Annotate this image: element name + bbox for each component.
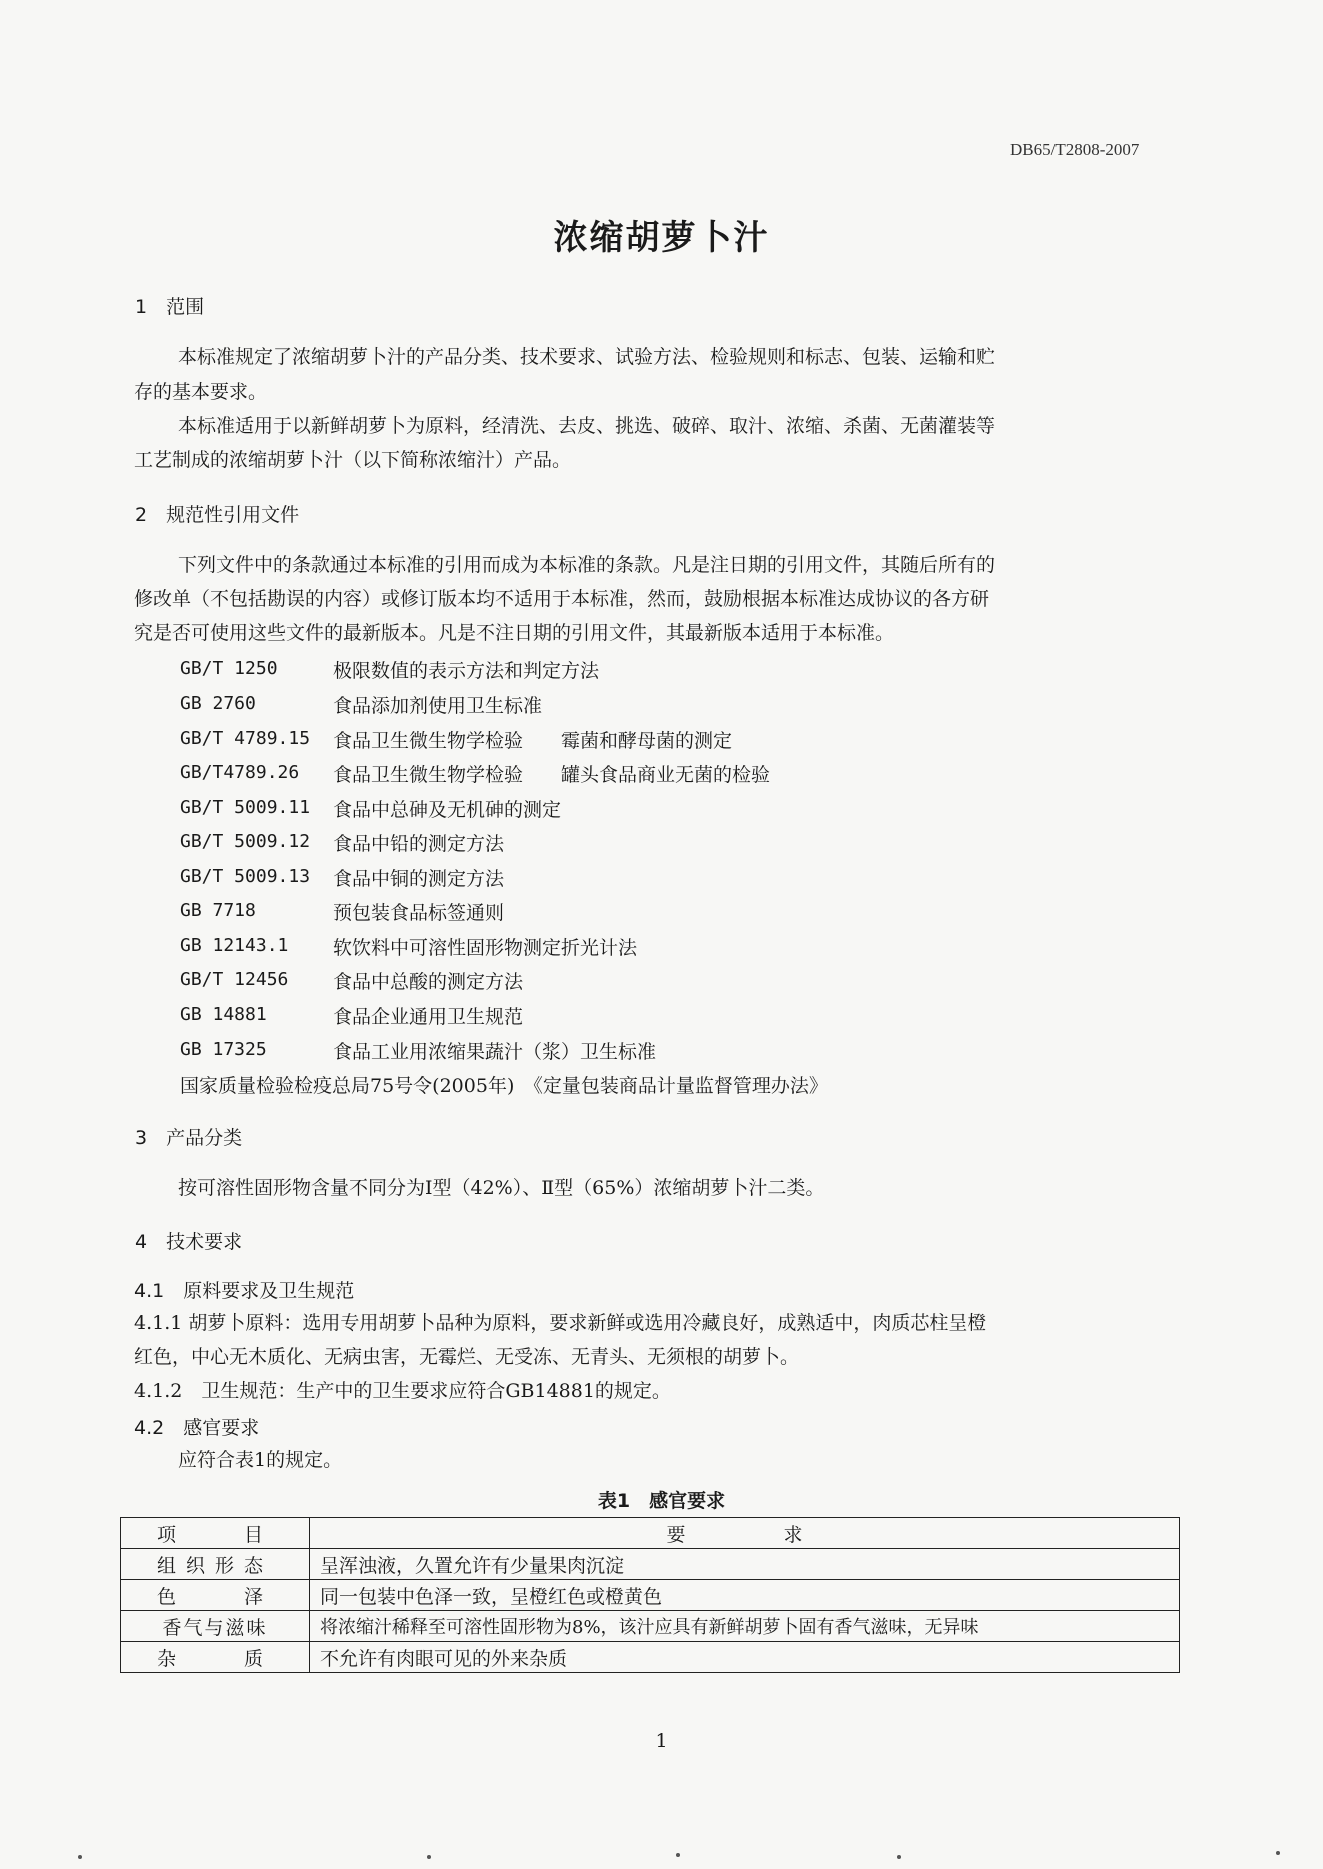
- table-cell-requirement: 将浓缩汁稀释至可溶性固形物为8%，该汁应具有新鲜胡萝卜固有香气滋味，无异味: [310, 1611, 1180, 1642]
- section-3-line: 按可溶性固形物含量不同分为Ⅰ型（42%）、Ⅱ型（65%）浓缩胡萝卜汁二类。: [178, 1177, 825, 1199]
- table-row: [121, 1549, 1180, 1580]
- reference-title: 食品中铅的测定方法: [333, 833, 505, 855]
- table-cell-item: 色 泽: [121, 1580, 310, 1611]
- reference-title: 极限数值的表示方法和判定方法: [333, 660, 600, 682]
- reference-title: 食品添加剂使用卫生标准: [333, 695, 543, 717]
- table-cell-item: 香气与滋味: [121, 1611, 310, 1642]
- reference-code: GB/T 1250: [180, 658, 278, 679]
- reference-code: GB/T 5009.13: [180, 866, 311, 887]
- reference-code: GB 17325: [180, 1039, 267, 1060]
- reference-title: 食品企业通用卫生规范: [333, 1006, 524, 1028]
- reference-code: GB 12143.1: [180, 935, 289, 956]
- section-3-heading: 3 产品分类: [135, 1127, 243, 1149]
- table-header-row: [121, 1518, 1180, 1549]
- section-1-line: 本标准适用于以新鲜胡萝卜为原料，经清洗、去皮、挑选、破碎、取汁、浓缩、杀菌、无菌灌装等: [178, 415, 996, 437]
- table-row: [121, 1580, 1180, 1611]
- table-cell-requirement: 同一包装中色泽一致，呈橙红色或橙黄色: [310, 1580, 1180, 1611]
- document-number: DB65/T2808-2007: [1010, 140, 1140, 159]
- section-1-heading: 1 范围: [135, 296, 205, 318]
- section-4-1-2-line: 4.1.2 卫生规范：生产中的卫生要求应符合GB14881的规定。: [134, 1380, 671, 1402]
- section-4-2-heading: 4.2 感官要求: [134, 1417, 260, 1439]
- reference-code: GB/T 5009.12: [180, 831, 311, 852]
- reference-title: 食品卫生微生物学检验 罐头食品商业无菌的检验: [333, 764, 771, 786]
- section-4-1-1-line: 红色，中心无木质化、无病虫害，无霉烂、无受冻、无青头、无须根的胡萝卜。: [134, 1346, 800, 1368]
- section-4-1-heading: 4.1 原料要求及卫生规范: [134, 1280, 355, 1302]
- table-header-requirement: 要 求: [310, 1518, 1180, 1549]
- scan-speck: [427, 1855, 431, 1859]
- reference-title: 预包装食品标签通则: [333, 902, 505, 924]
- scan-speck: [676, 1853, 680, 1857]
- section-2-line: 下列文件中的条款通过本标准的引用而成为本标准的条款。凡是注日期的引用文件，其随后所有的: [178, 554, 996, 576]
- reference-code: GB/T 4789.15: [180, 728, 311, 749]
- section-1-line: 本标准规定了浓缩胡萝卜汁的产品分类、技术要求、试验方法、检验规则和标志、包装、运输和贮: [178, 346, 996, 368]
- section-1-line: 存的基本要求。: [134, 381, 268, 403]
- table-1-caption: 表1 感官要求: [597, 1490, 726, 1512]
- table-cell-item: 组织形态: [121, 1549, 310, 1580]
- scan-speck: [897, 1855, 901, 1859]
- table-row: [121, 1611, 1180, 1642]
- table-cell-requirement: 呈浑浊液，久置允许有少量果肉沉淀: [310, 1549, 1180, 1580]
- scan-speck: [1276, 1851, 1280, 1855]
- document-title: 浓缩胡萝卜汁: [553, 218, 770, 258]
- reference-title: 食品中总酸的测定方法: [333, 971, 524, 993]
- section-2-line: 修改单（不包括勘误的内容）或修订版本均不适用于本标准，然而，鼓励根据本标准达成协议的各方研: [134, 588, 990, 610]
- section-4-2-line: 应符合表1的规定。: [178, 1449, 343, 1471]
- reference-decree: 国家质量检验检疫总局75号令(2005年) 《定量包装商品计量监督管理办法》: [180, 1075, 828, 1097]
- table-cell-requirement: 不允许有肉眼可见的外来杂质: [310, 1642, 1180, 1673]
- reference-code: GB/T 5009.11: [180, 797, 311, 818]
- reference-title: 食品卫生微生物学检验 霉菌和酵母菌的测定: [333, 730, 733, 752]
- scan-speck: [78, 1855, 82, 1859]
- table-row: [121, 1642, 1180, 1673]
- section-4-1-1-line: 4.1.1 胡萝卜原料：选用专用胡萝卜品种为原料，要求新鲜或选用冷藏良好，成熟适中，肉质芯柱呈橙: [134, 1312, 987, 1334]
- reference-code: GB 7718: [180, 900, 256, 921]
- reference-code: GB 14881: [180, 1004, 267, 1025]
- reference-title: 食品中铜的测定方法: [333, 868, 505, 890]
- section-1-line: 工艺制成的浓缩胡萝卜汁（以下简称浓缩汁）产品。: [134, 449, 572, 471]
- section-2-heading: 2 规范性引用文件: [135, 504, 300, 526]
- reference-title: 软饮料中可溶性固形物测定折光计法: [333, 937, 638, 959]
- table-header-item: 项 目: [121, 1518, 310, 1549]
- sensory-requirements-table: [120, 1517, 1180, 1673]
- page-number: 1: [655, 1730, 668, 1752]
- table-cell-item: 杂 质: [121, 1642, 310, 1673]
- reference-code: GB/T4789.26: [180, 762, 300, 783]
- reference-code: GB/T 12456: [180, 969, 289, 990]
- section-4-heading: 4 技术要求: [135, 1231, 243, 1253]
- reference-title: 食品工业用浓缩果蔬汁（浆）卫生标准: [333, 1041, 657, 1063]
- section-2-line: 究是否可使用这些文件的最新版本。凡是不注日期的引用文件，其最新版本适用于本标准。: [134, 622, 895, 644]
- reference-title: 食品中总砷及无机砷的测定: [333, 799, 562, 821]
- reference-code: GB 2760: [180, 693, 256, 714]
